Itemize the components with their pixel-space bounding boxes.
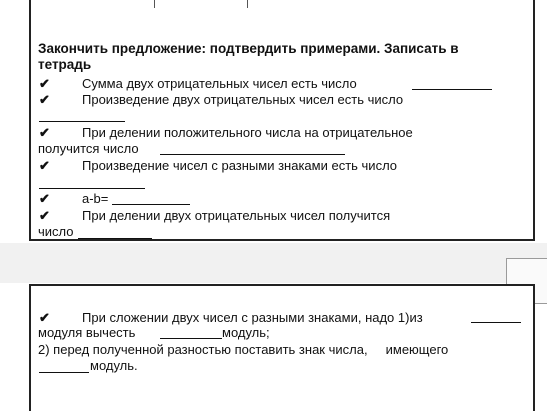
- checkmark-icon: ✔: [39, 208, 50, 223]
- list-item-1: Сумма двух отрицательных чисел есть число: [82, 76, 357, 91]
- checkmark-icon: ✔: [39, 191, 50, 206]
- task-title-line1: Закончить предложение: подтвердить примерами. Записать в: [38, 41, 459, 56]
- list-item-5: a-b=: [82, 191, 109, 206]
- list-item-2: Произведение двух отрицательных чисел есть число: [82, 92, 404, 107]
- list-item-3-continuation: получится число: [38, 141, 139, 156]
- answer-blank-3: [160, 154, 345, 155]
- answer-blank-9: [39, 372, 89, 373]
- checkmark-icon: ✔: [39, 92, 50, 107]
- rule-line-2a: модуля вычесть: [38, 325, 136, 340]
- list-item-6-continuation: число: [38, 224, 74, 239]
- answer-blank-7: [471, 322, 521, 323]
- rule-line-4: модуль.: [90, 358, 138, 373]
- list-item-3: При делении положительного числа на отрицательное: [82, 125, 413, 140]
- task-title-line2: тетрадь: [38, 57, 92, 72]
- answer-blank-2: [39, 121, 125, 122]
- answer-blank-6: [78, 238, 152, 239]
- answer-blank-8: [160, 338, 222, 339]
- rule-line-1: При сложении двух чисел с разными знаками, надо 1)из: [82, 310, 423, 325]
- table-line-top-2: [247, 0, 248, 8]
- list-item-6: При делении двух отрицательных чисел получится: [82, 208, 391, 223]
- page-gap: [0, 243, 547, 283]
- list-item-4: Произведение чисел с разными знаками есть число: [82, 158, 398, 173]
- checkmark-icon: ✔: [39, 158, 50, 173]
- rule-line-2b: модуль;: [222, 325, 270, 340]
- answer-blank-4: [39, 188, 145, 189]
- checkmark-icon: ✔: [39, 310, 50, 325]
- checkmark-icon: ✔: [39, 76, 50, 91]
- answer-blank-1: [412, 89, 492, 90]
- answer-blank-5: [112, 204, 190, 205]
- rule-line-3: 2) перед полученной разностью поставить знак числа, имеющего: [38, 342, 449, 357]
- checkmark-icon: ✔: [39, 125, 50, 140]
- table-line-top-1: [154, 0, 155, 8]
